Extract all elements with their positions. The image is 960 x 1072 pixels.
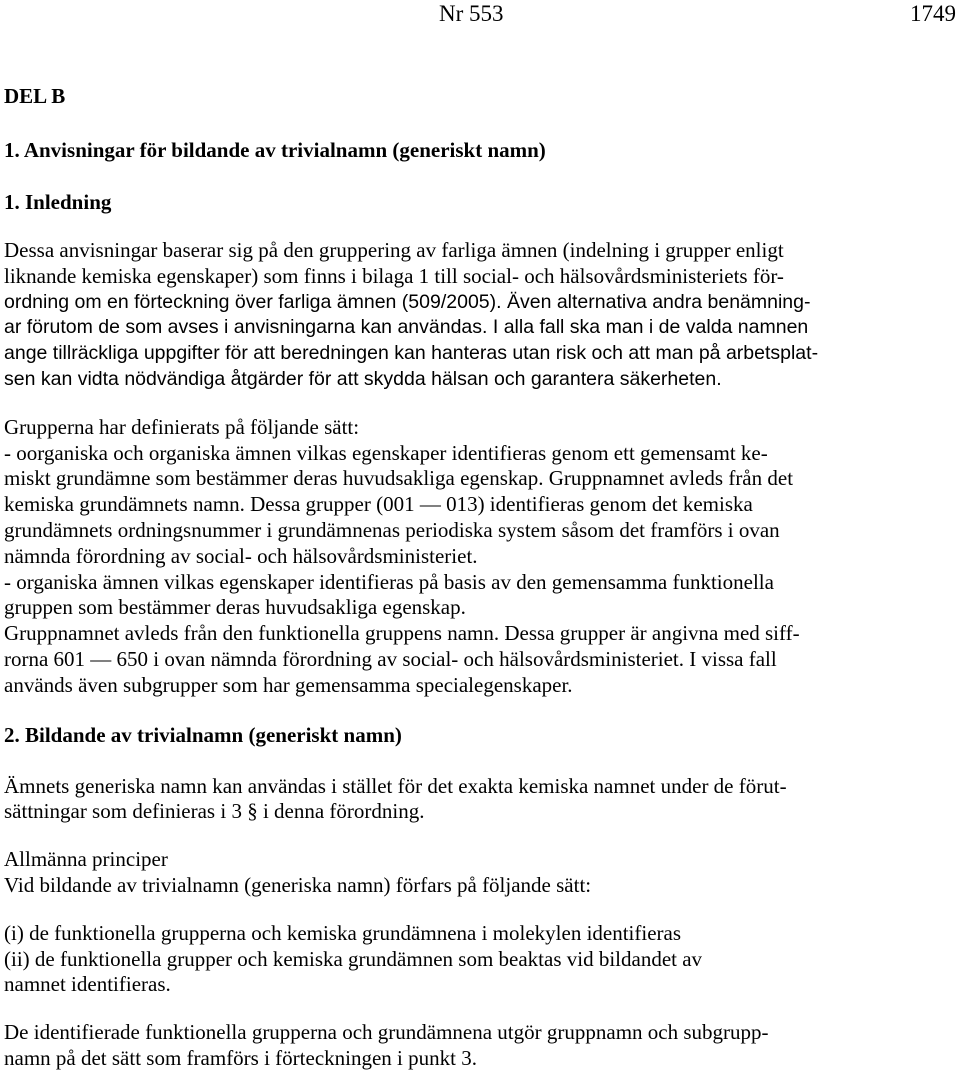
section-2-paragraph (4, 774, 957, 826)
text-line: Ämnets generiska namn kan användas i stället för det exakta kemiska namnet under de förut- (4, 773, 787, 798)
instructions-heading: 1. Anvisningar för bildande av trivialnamn (generiskt namn) (4, 138, 546, 162)
page-header (0, 0, 960, 30)
text-line: - oorganiska och organiska ämnen vilkas egenskaper identifieras genom ett gemensamt ke- (4, 440, 768, 465)
part-heading: DEL B (4, 84, 66, 108)
text-line: miskt grundämne som bestämmer deras huvudsakliga egenskap. Gruppnamnet avleds från det (4, 466, 794, 491)
text-line: Dessa anvisningar baserar sig på den gruppering av farliga ämnen (indelning i grupper enligt (4, 238, 784, 262)
text-line: Vid bildande av trivialnamn (generiska namn) förfars på följande sätt: (4, 872, 592, 897)
text-line: liknande kemiska egenskaper) som finns i bilaga 1 till social- och hälsovårdsministeriets för- (4, 263, 784, 288)
text-line: används även subgrupper som har gemensamma specialegenskaper. (4, 672, 573, 697)
introduction-heading: 1. Inledning (4, 190, 112, 214)
text-line: gruppen som bestämmer deras huvudsakliga egenskap. (4, 595, 466, 620)
principles-paragraph (4, 847, 957, 899)
text-line: nämnda förordning av social- och hälsovårdsministeriet. (4, 543, 478, 568)
final-paragraph (4, 1020, 957, 1072)
text-line: sättningar som definieras i 3 § i denna förordning. (4, 799, 425, 824)
text-line: kemiska grundämnets namn. Dessa grupper (001 — 013) identifieras genom det kemiska (4, 492, 753, 517)
text-line: Grupperna har definierats på följande sätt: (4, 414, 360, 439)
text-line: rorna 601 — 650 i ovan nämnda förordning av social- och hälsovårdsministeriet. I vissa fall (4, 646, 777, 671)
text-line: grundämnets ordningsnummer i grundämnenas periodiska system såsom det framförs i ovan (4, 517, 780, 542)
text-line: ange tillräckliga uppgifter för att beredningen kan hanteras utan risk och att man på arbetsplat- (4, 342, 819, 365)
section-2-heading: 2. Bildande av trivialnamn (generiskt namn) (4, 722, 402, 747)
text-line: ar förutom de som avses i anvisningarna kan användas. I alla fall ska man i de valda namnen (4, 316, 809, 339)
issue-number: Nr 553 (439, 1, 504, 26)
page-number: 1749 (910, 1, 956, 26)
text-line: (ii) de funktionella grupper och kemiska grundämnen som beaktas vid bildandet av (4, 946, 703, 971)
text-line: sen kan vidta nödvändiga åtgärder för att skydda hälsan och garantera säkerheten. (4, 367, 722, 390)
text-line: namnet identifieras. (4, 972, 171, 997)
steps-paragraph (4, 921, 957, 998)
text-line: namn på det sätt som framförs i förteckningen i punkt 3. (4, 1045, 477, 1070)
text-line: ordning om en förteckning över farliga ämnen (509/2005). Även alternativa andra benämning- (4, 290, 811, 313)
text-line: - organiska ämnen vilkas egenskaper identifieras på basis av den gemensamma funktionella (4, 569, 774, 594)
groups-paragraph (4, 415, 957, 699)
text-line (4, 315, 957, 341)
text-line: (i) de funktionella grupperna och kemiska grundämnena i molekylen identifieras (4, 920, 682, 945)
text-line: Allmänna principer (4, 847, 168, 872)
text-line: De identifierade funktionella grupperna och grundämnena utgör gruppnamn och subgrupp- (4, 1020, 769, 1045)
intro-paragraph (4, 238, 957, 393)
text-line: Gruppnamnet avleds från den funktionella gruppens namn. Dessa grupper är angivna med siff- (4, 621, 800, 646)
document-body (4, 82, 957, 1072)
